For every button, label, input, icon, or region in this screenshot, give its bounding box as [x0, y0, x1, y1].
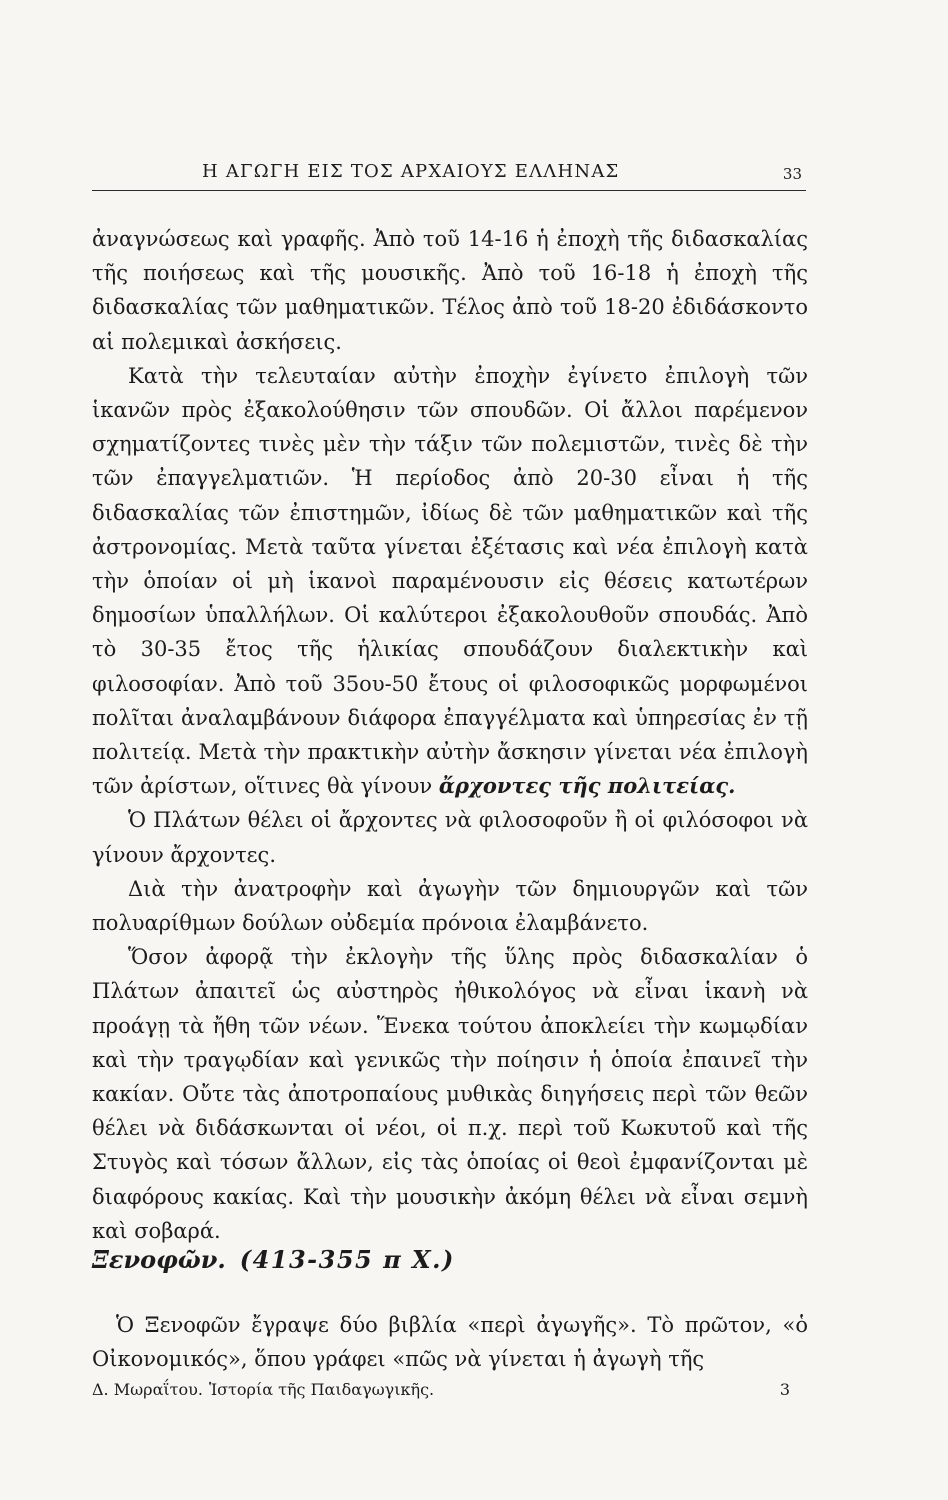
- running-title: Η ΑΓΩΓΗ ΕΙΣ ΤΟΣ ΑΡΧΑΙΟΥΣ ΕΛΛΗΝΑΣ: [202, 161, 620, 182]
- section-body: [92, 1308, 808, 1376]
- paragraph-text: Κατὰ τὴν τελευταίαν αὐτὴν ἐποχὴν ἐγίνετο ἐπιλογὴ τῶν ἱκανῶν πρὸς ἐξακολούθησιν τῶν σπουδῶν. Οἱ ἄλλοι παρέμενον σχηματίζοντες τινὲς μὲν τὴν τάξιν τῶν πολεμιστῶν, τινὲς δὲ τὴν τῶν ἐπαγγελματιῶν. Ἡ περίοδος ἀπὸ 20-30 εἶναι ἡ τῆς διδασκαλίας τῶν ἐπιστημῶν, ἰδίως δὲ τῶν μαθηματικῶν καὶ τῆς ἀστρονομίας. Μετὰ ταῦτα γίνεται ἐξέτασις καὶ νέα ἐπιλογὴ κατὰ τὴν ὁποίαν οἱ μὴ ἱκανοὶ παραμένουσιν εἰς θέσεις κατωτέρων δημοσίων ὑπαλλήλων. Οἱ καλύτεροι ἐξακολουθοῦν σπουδάς. Ἀπὸ τὸ 30-35 ἔτος τῆς ἡλικίας σπουδάζουν διαλεκτικὴν καὶ φιλοσοφίαν. Ἀπὸ τοῦ 35ου-50 ἔτους οἱ φιλοσοφικῶς μορφωμένοι πολῖται ἀναλαμβάνουν διάφορα ἐπαγγέλματα καὶ ὑπηρεσίας ἐν τῇ πολιτείᾳ. Μετὰ τὴν πρακτικὴν αὐτὴν ἄσκησιν γίνεται νέα ἐπιλογὴ τῶν ἀρίστων, οἵτινες θὰ γίνουν: [92, 363, 808, 799]
- paragraph: Διὰ τὴν ἀνατροφὴν καὶ ἀγωγὴν τῶν δημιουργῶν καὶ τῶν πολυαρίθμων δούλων οὐδεμία πρόνοια ἐλαμβάνετο.: [92, 876, 808, 936]
- footer-author: Δ. Μωραΐτου.: [92, 1380, 203, 1399]
- paragraph: ἀναγνώσεως καὶ γραφῆς. Ἀπὸ τοῦ 14-16 ἡ ἐποχὴ τῆς διδασκαλίας τῆς ποιήσεως καὶ τῆς μουσικῆς. Ἀπὸ τοῦ 16-18 ἡ ἐποχὴ τῆς διδασκαλίας τῶν μαθηματικῶν. Τέλος ἀπὸ τοῦ 18-20 ἐδιδάσκοντο αἱ πολεμικαὶ ἀσκήσεις.: [92, 227, 808, 354]
- section-heading: [92, 1244, 808, 1276]
- footer-credit: [92, 1378, 434, 1402]
- paragraph: [92, 359, 808, 804]
- page-number: 33: [782, 165, 802, 183]
- paragraph: Ὅσον ἀφορᾷ τὴν ἐκλογὴν τῆς ὕλης πρὸς διδασκαλίαν ὁ Πλάτων ἀπαιτεῖ ὡς αὐστηρὸς ἠθικολόγος νὰ εἶναι ἱκανὴ νὰ προάγῃ τὰ ἤθη τῶν νέων. Ἕνεκα τούτου ἀποκλείει τὴν κωμῳδίαν καὶ τὴν τραγῳδίαν καὶ γενικῶς τὴν ποίησιν ἡ ὁποία ἐπαινεῖ τὴν κακίαν. Οὔτε τὰς ἀποτροπαίους μυθικὰς διηγήσεις περὶ τῶν θεῶν θέλει νὰ διδάσκωνται οἱ νέοι, οἱ π.χ. περὶ τοῦ Κωκυτοῦ καὶ τῆς Στυγὸς καὶ τόσων ἄλλων, εἰς τὰς ὁποίας οἱ θεοὶ ἐμφανίζονται μὲ διαφόρους κακίας. Καὶ τὴν μουσικὴν ἀκόμη θέλει νὰ εἶναι σεμνὴ καὶ σοβαρά.: [92, 945, 808, 1243]
- emphasized-phrase: ἄρχοντες τῆς πολιτείας.: [438, 773, 736, 799]
- footer-book-title: Ἱστορία τῆς Παιδαγωγικῆς.: [208, 1380, 435, 1399]
- body-text: [92, 222, 808, 1248]
- running-head: [92, 160, 806, 191]
- paragraph: Ὁ Πλάτων θέλει οἱ ἄρχοντες νὰ φιλοσοφοῦν ἢ οἱ φιλόσοφοι νὰ γίνουν ἄρχοντες.: [92, 808, 808, 867]
- paragraph: Ὁ Ξενοφῶν ἔγραψε δύο βιβλία «περὶ ἀγωγῆς». Τὸ πρῶτον, «ὁ Οἰκονομικός», ὅπου γράφει «πῶς νὰ γίνεται ἡ ἀγωγὴ τῆς: [92, 1313, 808, 1372]
- section-name: Ξενοφῶν.: [92, 1245, 226, 1274]
- page-footer: [92, 1378, 808, 1408]
- signature-mark: 3: [779, 1380, 790, 1399]
- section-dates: (413-355 π Χ.): [239, 1245, 455, 1274]
